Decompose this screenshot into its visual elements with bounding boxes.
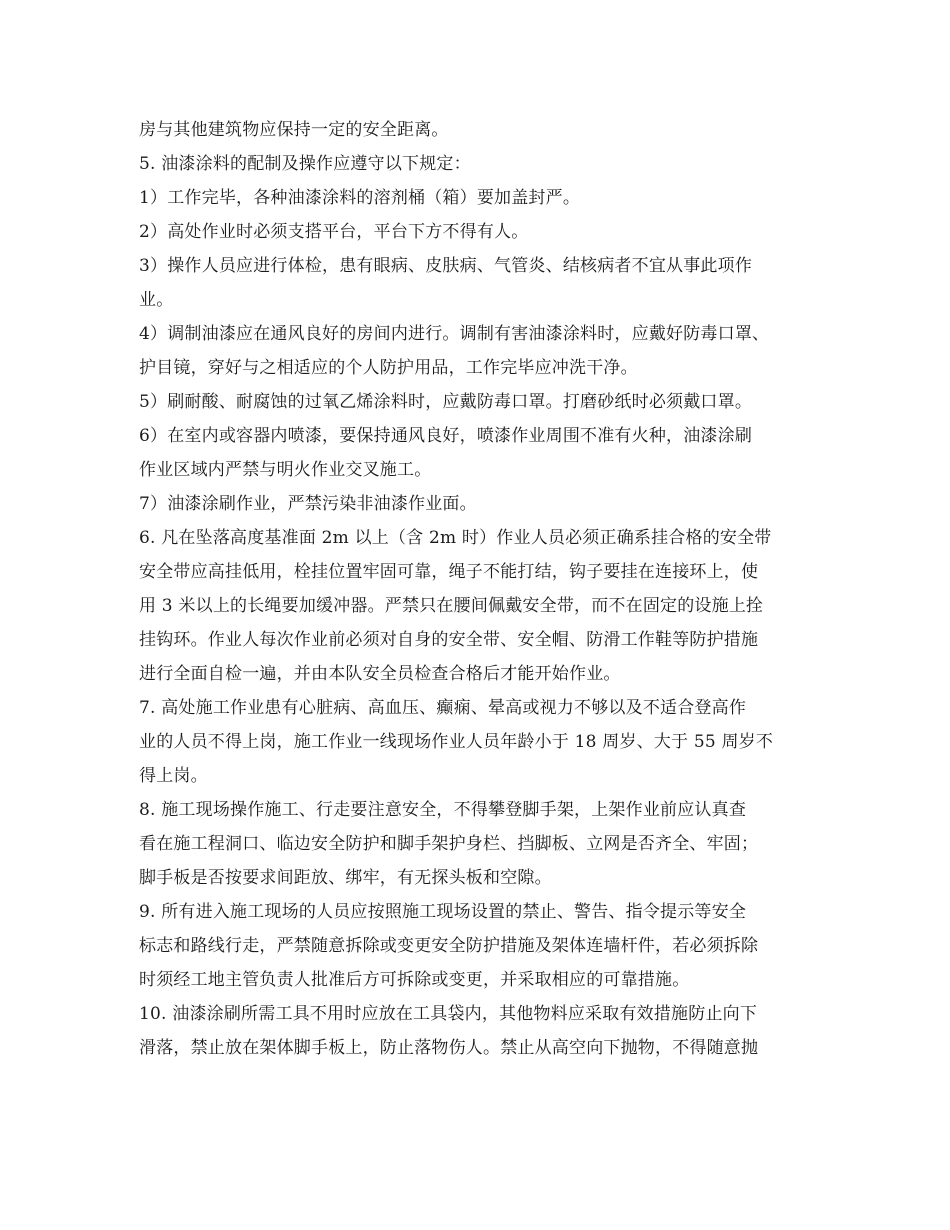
text-line: 进行全面自检一遍，并由本队安全员检查合格后才能开始作业。 [139, 664, 621, 684]
text-line: 2）高处作业时必须支搭平台，平台下方不得有人。 [139, 222, 529, 242]
text-line: 4）调制油漆应在通风良好的房间内进行。调制有害油漆涂料时，应戴好防毒口罩、 [139, 324, 770, 344]
text-line: 房与其他建筑物应保持一定的安全距离。 [139, 120, 449, 140]
text-line: 5）刷耐酸、耐腐蚀的过氧乙烯涂料时，应戴防毒口罩。打磨砂纸时必须戴口罩。 [139, 392, 753, 412]
text-line: 8. 施工现场操作施工、行走要注意安全，不得攀登脚手架，上架作业前应认真查 [139, 800, 747, 820]
text-line: 挂钩环。作业人每次作业前必须对自身的安全带、安全帽、防滑工作鞋等防护措施 [139, 630, 759, 650]
text-line: 得上岗。 [139, 766, 208, 786]
text-line: 1）工作完毕，各种油漆涂料的溶剂桶（箱）要加盖封严。 [139, 188, 581, 208]
text-line: 10. 油漆涂刷所需工具不用时应放在工具袋内，其他物料应采取有效措施防止向下 [139, 1004, 758, 1024]
text-line: 3）操作人员应进行体检，患有眼病、皮肤病、气管炎、结核病者不宜从事此项作 [139, 256, 753, 276]
text-line: 滑落，禁止放在架体脚手板上，防止落物伤人。禁止从高空向下抛物，不得随意抛 [139, 1038, 759, 1058]
text-line: 7）油漆涂刷作业，严禁污染非油漆作业面。 [139, 494, 477, 514]
text-line: 用 3 米以上的长绳要加缓冲器。严禁只在腰间佩戴安全带，而不在固定的设施上拴 [139, 596, 764, 616]
text-line: 脚手板是否按要求间距放、绑牢，有无探头板和空隙。 [139, 868, 552, 888]
text-line: 标志和路线行走，严禁随意拆除或变更安全防护措施及架体连墙杆件，若必须拆除 [139, 936, 759, 956]
document-body [139, 113, 829, 1065]
text-line: 业的人员不得上岗，施工作业一线现场作业人员年龄小于 18 周岁、大于 55 周岁不 [139, 732, 774, 752]
text-line: 7. 高处施工作业患有心脏病、高血压、癫痫、晕高或视力不够以及不适合登高作 [139, 698, 747, 718]
text-line: 6. 凡在坠落高度基准面 2m 以上（含 2m 时）作业人员必须正确系挂合格的安全带 [139, 528, 772, 548]
text-line: 作业区域内严禁与明火作业交叉施工。 [139, 460, 432, 480]
text-line: 业。 [139, 290, 174, 310]
text-line: 9. 所有进入施工现场的人员应按照施工现场设置的禁止、警告、指令提示等安全 [139, 902, 747, 922]
text-line: 看在施工程洞口、临边安全防护和脚手架护身栏、挡脚板、立网是否齐全、牢固； [139, 834, 759, 854]
text-line: 护目镜，穿好与之相适应的个人防护用品，工作完毕应冲洗干净。 [139, 358, 638, 378]
text-line: 安全带应高挂低用，栓挂位置牢固可靠，绳子不能打结，钩子要挂在连接环上，使 [139, 562, 759, 582]
text-line: 时须经工地主管负责人批准后方可拆除或变更，并采取相应的可靠措施。 [139, 970, 690, 990]
text-line: 6）在室内或容器内喷漆，要保持通风良好，喷漆作业周围不准有火种，油漆涂刷 [139, 426, 753, 446]
text-line: 5. 油漆涂料的配制及操作应遵守以下规定： [139, 154, 471, 174]
